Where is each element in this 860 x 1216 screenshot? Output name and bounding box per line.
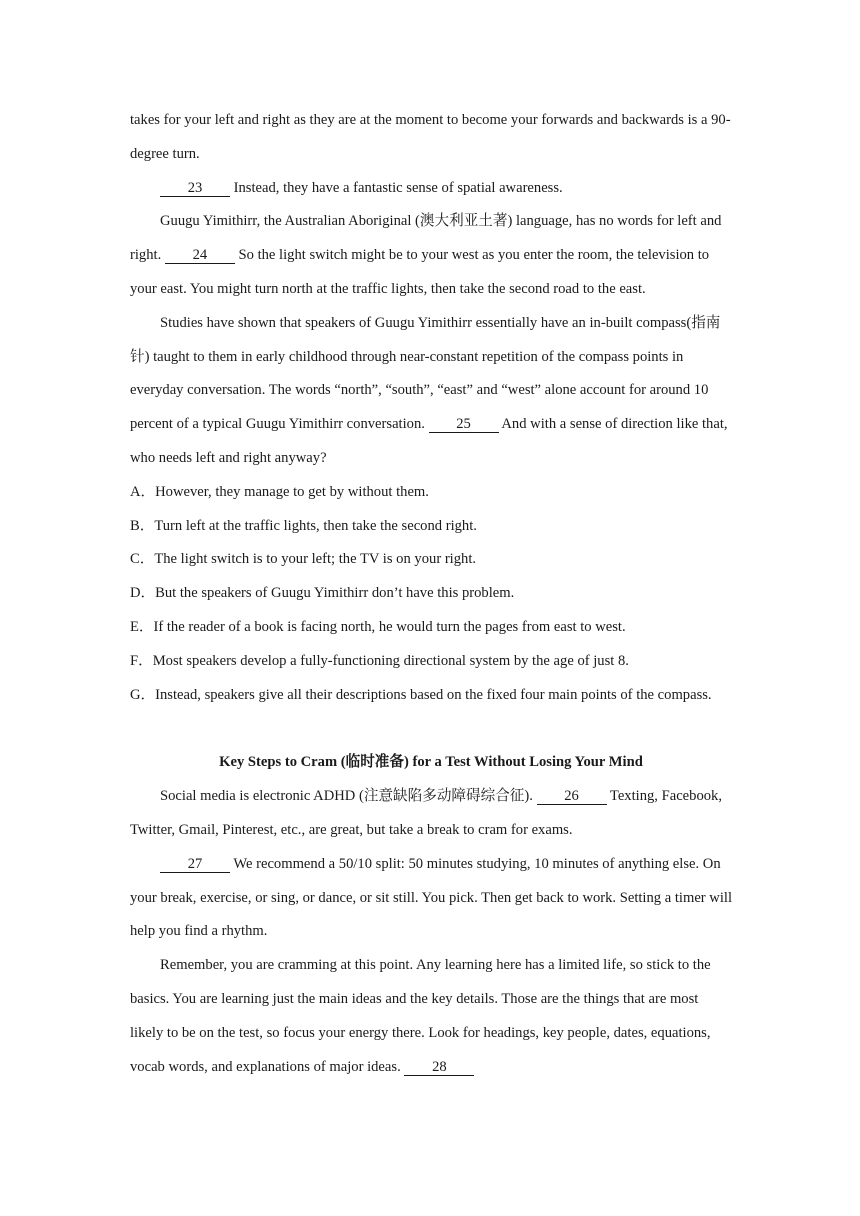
paragraph-text: Texting, Facebook, Twitter, Gmail, Pinterest, etc., are great, but take a break to cram for exams. [130, 788, 722, 838]
paragraph-text: Studies have shown that speakers of Guugu Yimithirr essentially have an in-built compass(指南针) taught to them in early childhood through near-constant repetition of the compass points in everyday conversation. The words “north”, “south”, “east” and “west” alone account for around 10 percent of a typical Guugu Yimithirr conversation. [130, 314, 721, 433]
paragraph-text: So the light switch might be to your west as you enter the room, the television to your east. You might turn north at the traffic lights, then take the second road to the east. [130, 247, 710, 297]
passage2-paragraph-2 [130, 848, 732, 949]
paragraph-text: Instead, they have a fantastic sense of spatial awareness. [230, 179, 563, 196]
option-d: D．But the speakers of Guugu Yimithirr don’t have this problem. [130, 585, 515, 602]
option-c: C．The light switch is to your left; the TV is on your right. [130, 551, 477, 568]
paragraph-text: We recommend a 50/10 split: 50 minutes studying, 10 minutes of anything else. On your break, exercise, or sing, or dance, or sit still. You pick. Then get back to work. Setting a timer will help you find a rhythm. [130, 855, 733, 940]
paragraph-text: Social media is electronic ADHD (注意缺陷多动障碍综合征). [160, 788, 537, 805]
blank-27: 27 [160, 857, 230, 873]
option-f: F．Most speakers develop a fully-functioning directional system by the age of just 8. [130, 652, 629, 669]
passage1-paragraph-3 [130, 205, 732, 306]
paragraph-text: Remember, you are cramming at this point. Any learning here has a limited life, so stick to the basics. You are learning just the main ideas and the key details. Those are the things that are most likely to be on the test, so focus your energy there. Look for headings, key people, dates, equations, vocab words, and explanations of major ideas. [130, 957, 711, 1075]
option-b: B．Turn left at the traffic lights, then take the second right. [130, 517, 477, 534]
paragraph-text: And with a sense of direction like that, who needs left and right anyway? [130, 416, 728, 466]
passage2-paragraph-3 [130, 949, 732, 1084]
option-e: E．If the reader of a book is facing north, he would turn the pages from east to west. [130, 618, 626, 635]
blank-26: 26 [537, 789, 607, 805]
passage1-paragraph-2 [130, 172, 732, 206]
passage1-paragraph-4 [130, 307, 732, 476]
paragraph-text: Guugu Yimithirr, the Australian Aboriginal (澳大利亚土著) language, has no words for left and right. [130, 213, 722, 264]
answer-options [130, 476, 732, 713]
passage2-title: Key Steps to Cram (临时准备) for a Test Without Losing Your Mind [219, 754, 643, 771]
blank-24: 24 [165, 248, 235, 264]
blank-28: 28 [404, 1060, 474, 1076]
paragraph-text: takes for your left and right as they are at the moment to become your forwards and backwards is a 90-degree turn. [130, 112, 731, 162]
blank-23: 23 [160, 181, 230, 197]
document-body [130, 104, 732, 1084]
blank-25: 25 [429, 417, 499, 433]
section-spacer [130, 712, 732, 746]
option-g: G．Instead, speakers give all their descriptions based on the fixed four main points of the compass. [130, 686, 712, 703]
passage2-paragraph-1 [130, 780, 732, 848]
passage1-paragraph-1 [130, 104, 732, 172]
option-a: A．However, they manage to get by without them. [130, 483, 429, 500]
